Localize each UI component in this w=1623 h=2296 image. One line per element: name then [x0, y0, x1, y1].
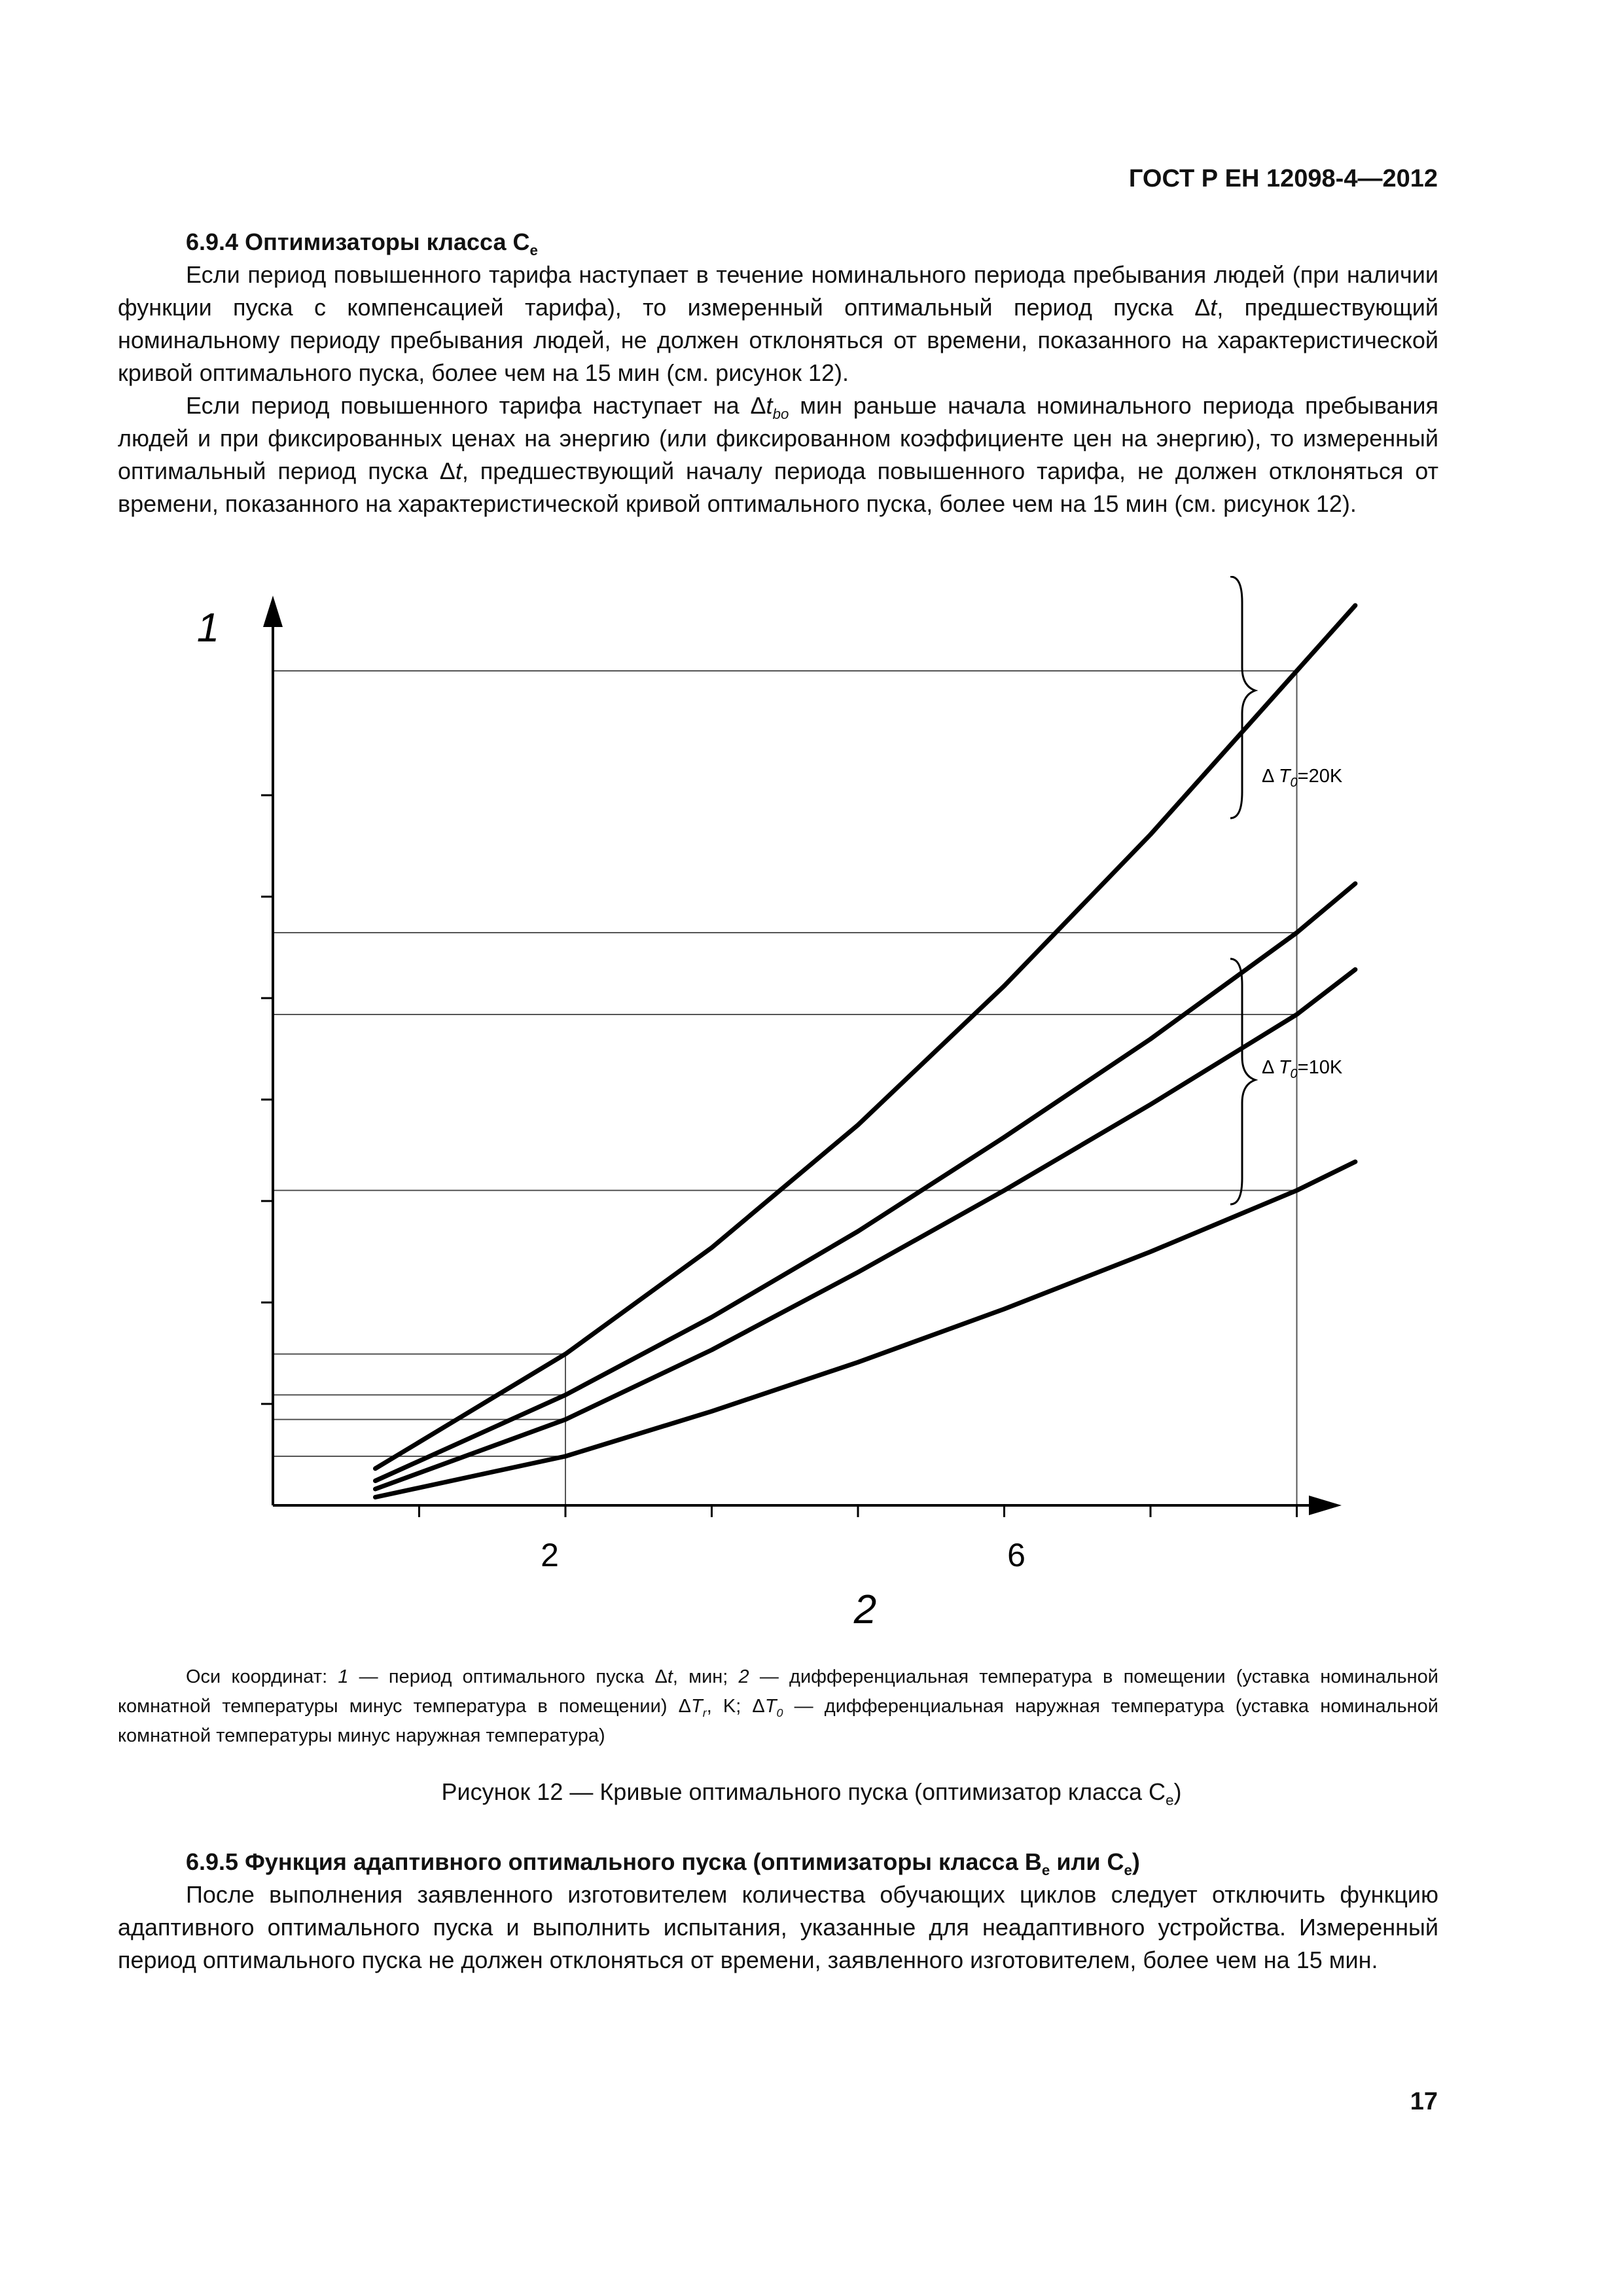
- paragraph: Если период повышенного тарифа наступает на $\Delta t_{bo}$ мин раньше начала номинального периода пребывания людей и при фиксированных ценах на энергию (или фиксированном коэффициенте цен на энергию), то измеренный оптимальный период пуска Δt, предшествующий началу периода повышенного тарифа, не должен отклоняться от времени, показанного на характеристической кривой оптимального пуска, более чем на 15 мин (см. рисунок 12).: [118, 392, 1438, 517]
- section-heading: 6.9.4 Оптимизаторы класса $C_e$: [186, 228, 538, 259]
- brace-10k: [1230, 959, 1343, 1204]
- x-axis-label: 2: [853, 1587, 877, 1632]
- series-group: [376, 605, 1355, 1498]
- section-6-9-5: [118, 1846, 1438, 1977]
- section-6-9-4: [118, 226, 1438, 520]
- figure-caption: Рисунок 12 — Кривые оптимального пуска (оптимизатор класса $C_e$): [441, 1778, 1182, 1809]
- x-tick-label-2: 2: [541, 1537, 559, 1573]
- x-axis-ticks: [419, 1505, 1297, 1517]
- annotation-dt0-20k: Δ $T_0=20K$: [1262, 766, 1343, 790]
- series-line-4: [376, 1162, 1355, 1498]
- figure-legend: Оси координат: 1 — период оптимального пуска Δt, мин; 2 — дифференциальная температура в помещении (уставка номинальной комнатной температуры минус температура в помещении) $\Delta T_r$, K; $\Delta T_0$ — дифференциальная наружная температура (уставка номинальной комнатной температуры минус наружная температура): [118, 1666, 1439, 1746]
- y-axis: [263, 596, 283, 1505]
- paragraph: Если период повышенного тарифа наступает в течение номинального периода пребывания людей (при наличии функции пуска с компенсацией тарифа), то измеренный оптимальный период пуска Δt, предшествующий номинальному периоду пребывания людей, не должен отклоняться от времени, показанного на характеристической кривой оптимального пуска, более чем на 15 мин (см. рисунок 12).: [118, 261, 1438, 386]
- x-axis: [273, 1496, 1342, 1515]
- y-axis-label: 1: [196, 605, 220, 651]
- section-heading: 6.9.5 Функция адаптивного оптимального пуска (оптимизаторы класса $B_e$ или $C_e$): [186, 1848, 1140, 1879]
- document-code: ГОСТ Р ЕН 12098-4—2012: [1128, 165, 1438, 192]
- paragraph: После выполнения заявленного изготовителем количества обучающих циклов следует отключить функцию адаптивного оптимального пуска и выполнить испытания, указанные для неадаптивного устройства. Измеренный период оптимального пуска не должен отклоняться от времени, заявленного изготовителем, более чем на 15 мин.: [118, 1881, 1438, 1973]
- figure-12-chart: [0, 576, 1623, 1649]
- page-number: 17: [1410, 2088, 1438, 2115]
- y-axis-ticks: [261, 795, 273, 1404]
- series-line-2: [376, 884, 1355, 1481]
- x-tick-label-6: 6: [1007, 1537, 1026, 1573]
- series-line-1: [376, 605, 1355, 1469]
- brace-20k: [1230, 577, 1343, 818]
- reference-gridlines: [273, 671, 1297, 1505]
- annotation-dt0-10k: Δ $T_0=10K$: [1262, 1057, 1343, 1081]
